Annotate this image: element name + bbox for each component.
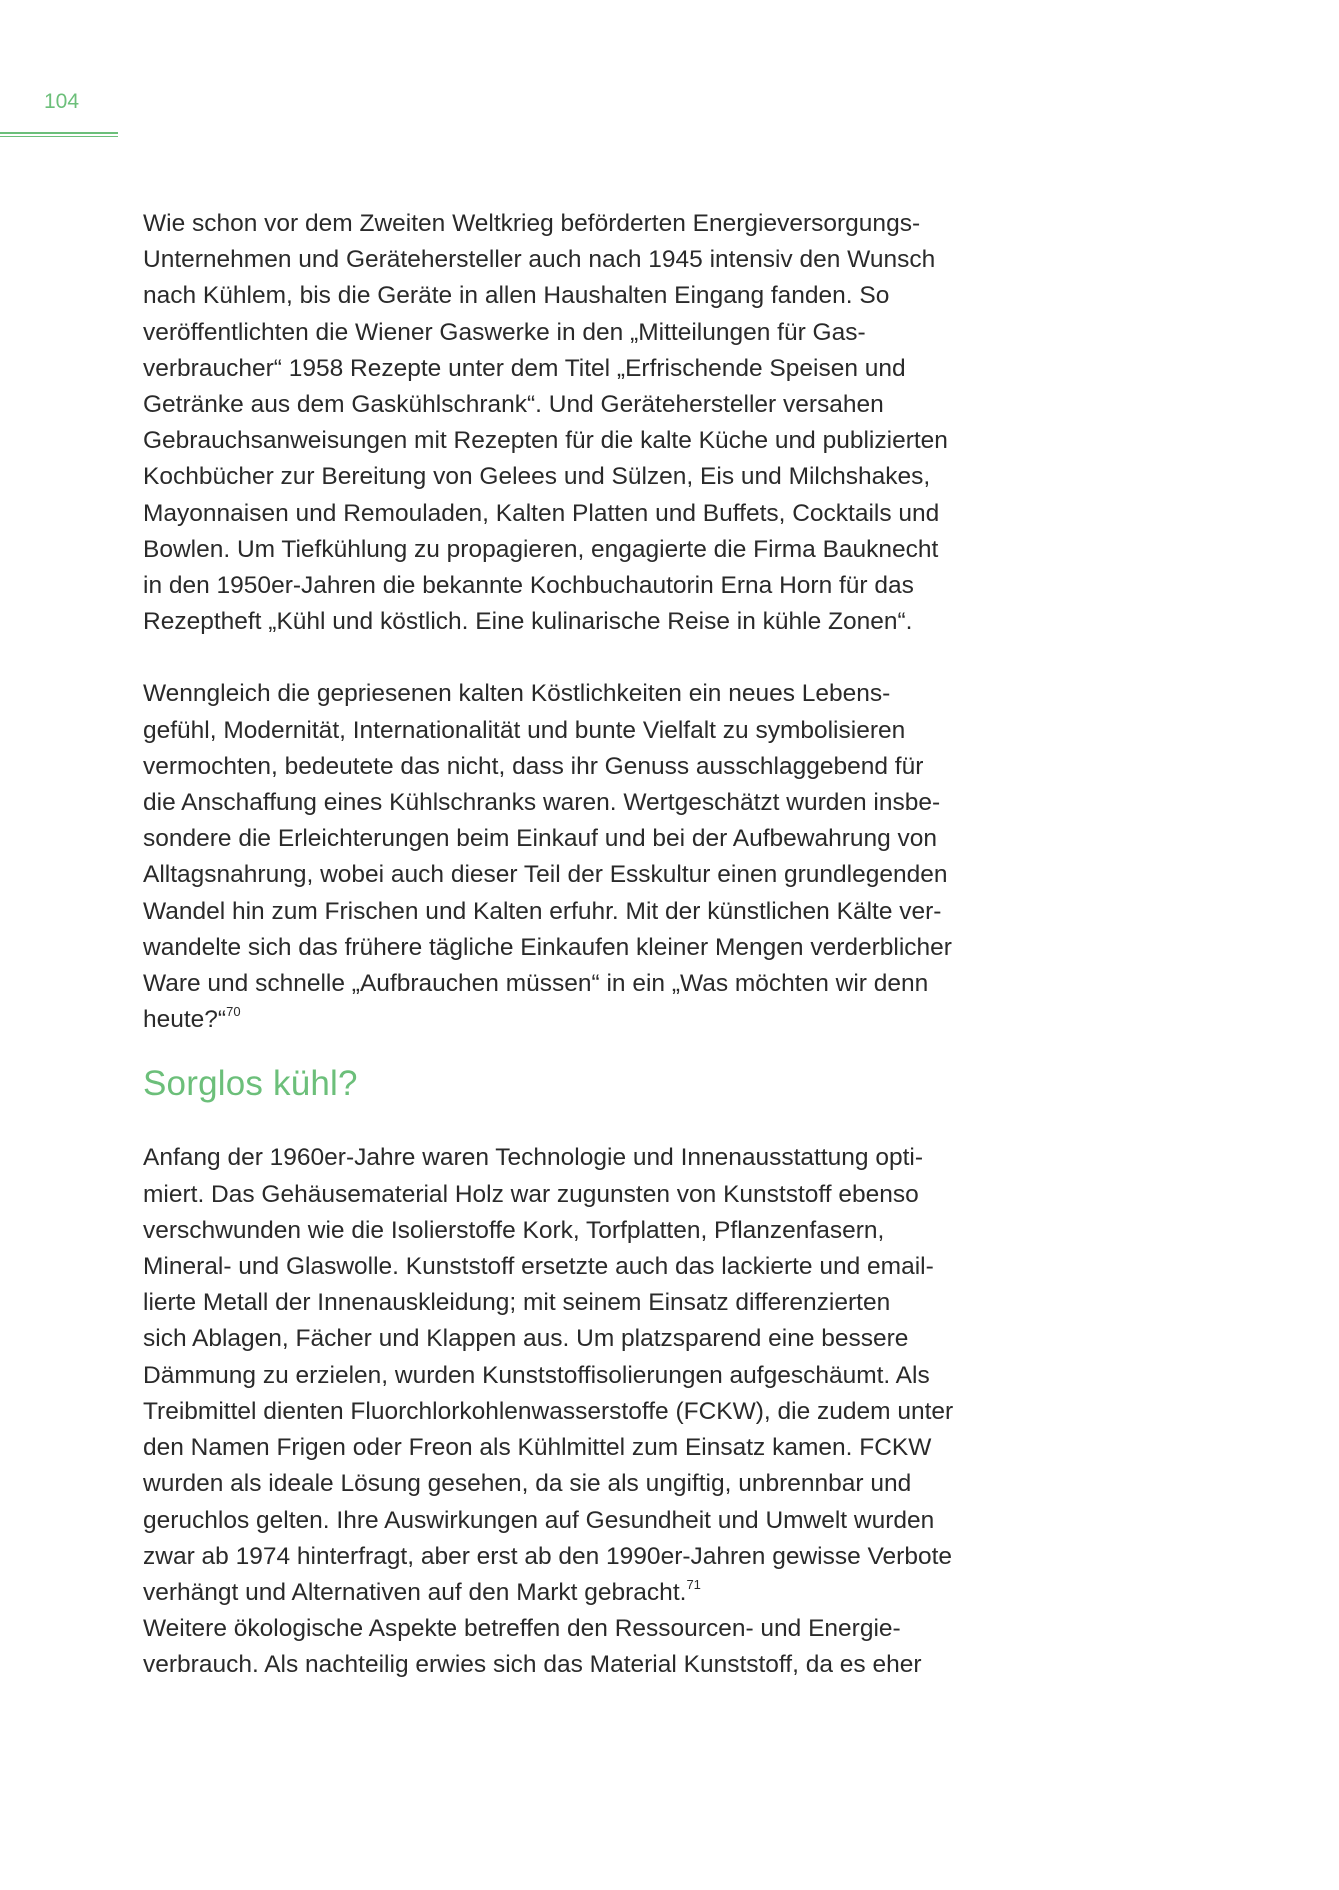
- paragraph-1-text: Wie schon vor dem Zweiten Weltkrieg beförderten Energieversorgungs- Unternehmen und Gerätehersteller auch nach 1945 intensiv den Wunsch nach Kühlem, bis die Geräte in allen Haushalten Eingang fanden. So veröffentlichten die Wiener Gaswerke in den „Mitteilungen für Gas- verbraucher“ 1958 Rezepte unter dem Titel „Erfrischende Speisen und Getränke aus dem Gaskühlschrank“. Und Gerätehersteller versahen Gebrauchsanweisungen mit Rezepten für die kalte Küche und publizierten Kochbücher zur Bereitung von Gelees und Sülzen, Eis und Milchshakes, Mayonnaisen und Remouladen, Kalten Platten und Buffets, Cocktails und Bowlen. Um Tiefkühlung zu propagieren, engagierte die Firma Bauknecht in den 1950er-Jahren die bekannte Kochbuchautorin Erna Horn für das Rezeptheft „Kühl und köstlich. Eine kulinarische Reise in kühle Zonen“.: [143, 210, 948, 636]
- section-heading: Sorglos kühl?: [143, 1064, 358, 1104]
- header-rule-bottom: [0, 136, 118, 137]
- paragraph-2: [143, 676, 1043, 1038]
- paragraph-2-text: Wenngleich die gepriesenen kalten Köstlichkeiten ein neues Lebens- gefühl, Modernität, Internationalität und bunte Vielfalt zu symbolisieren vermochten, bedeutete das nicht, dass ihr Genuss ausschlaggebend für die Anschaffung eines Kühlschranks waren. Wertgeschätzt wurden insbe- sondere die Erleichterungen beim Einkauf und bei der Aufbewahrung von Alltagsnahrung, wobei auch dieser Teil der Esskultur einen grundlegenden Wandel hin zum Frischen und Kalten erfuhr. Mit der künstlichen Kälte ver- wandelte sich das frühere tägliche Einkaufen kleiner Mengen verderblicher Ware und schnelle „Aufbrauchen müssen“ in ein „Was möchten wir denn heute?“: [143, 680, 952, 1034]
- header-rule-top: [0, 132, 118, 134]
- page-number: 104: [44, 90, 80, 113]
- footnote-ref-71[interactable]: 71: [686, 1576, 701, 1592]
- paragraph-3-text: Anfang der 1960er-Jahre waren Technologie und Innenausstattung opti- miert. Das Gehäusematerial Holz war zugunsten von Kunststoff ebenso verschwunden wie die Isolierstoffe Kork, Torfplatten, Pflanzenfasern, Mineral- und Glaswolle. Kunststoff ersetzte auch das lackierte und email- lierte Metall der Innenauskleidung; mit seinem Einsatz differenzierten sich Ablagen, Fächer und Klappen aus. Um platzsparend eine bessere Dämmung zu erzielen, wurden Kunststoffisolierungen aufgeschäumt. Als Treibmittel dienten Fluorchlorkohlenwasserstoffe (FCKW), die zudem unter den Namen Frigen oder Freon als Kühlmittel zum Einsatz kamen. FCKW wurden als ideale Lösung gesehen, da sie als ungiftig, unbrennbar und geruchlos gelten. Ihre Auswirkungen auf Gesundheit und Umwelt wurden zwar ab 1974 hinterfragt, aber erst ab den 1990er-Jahren gewisse Verbote verhängt und Alternativen auf den Markt gebracht.: [143, 1144, 954, 1606]
- main-text-column: [143, 206, 1043, 1684]
- paragraph-3: [143, 1140, 1043, 1611]
- paragraph-4-text: Weitere ökologische Aspekte betreffen den Ressourcen- und Energie- verbrauch. Als nachteilig erwies sich das Material Kunststoff, da es eher: [143, 1615, 922, 1679]
- footnote-ref-70[interactable]: 70: [226, 1004, 241, 1020]
- paragraph-4: [143, 1611, 1043, 1683]
- paragraph-gap: [143, 640, 1043, 676]
- paragraph-1: [143, 206, 1043, 640]
